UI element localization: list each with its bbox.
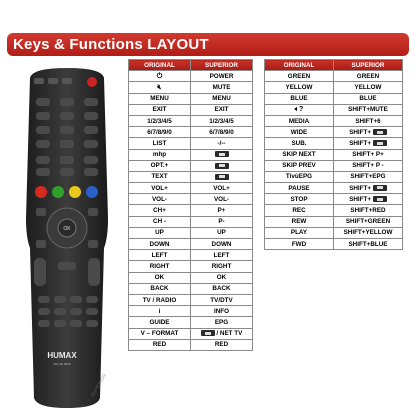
table-cell: SHIFT+BLUE bbox=[334, 239, 403, 250]
table-row bbox=[265, 71, 403, 82]
table-cell: MUTE bbox=[191, 82, 253, 93]
table-cell: POWER bbox=[191, 71, 253, 82]
table-cell: DOWN bbox=[191, 239, 253, 250]
remote-brand-logo: HUMAX bbox=[47, 351, 77, 360]
table-cell: SHIFT+YELLOW bbox=[334, 227, 403, 238]
table-cell: BLUE bbox=[265, 93, 334, 104]
table-cell: PAUSE bbox=[265, 183, 334, 194]
table-row bbox=[129, 339, 253, 350]
table-row bbox=[129, 104, 253, 115]
table-row bbox=[129, 171, 253, 182]
table-row bbox=[129, 227, 253, 238]
table-cell: TV/DTV bbox=[191, 294, 253, 305]
table-row bbox=[129, 138, 253, 149]
table-row bbox=[265, 149, 403, 160]
table-row bbox=[129, 205, 253, 216]
table-cell: MENU bbox=[129, 93, 191, 104]
table-row bbox=[265, 183, 403, 194]
tv-button-icon bbox=[201, 330, 215, 336]
table-cell: TEXT bbox=[129, 171, 191, 182]
table-cell: TivùEPG bbox=[265, 171, 334, 182]
mute-icon: 🔇︎ bbox=[157, 83, 162, 91]
table-cell: VOL- bbox=[129, 194, 191, 205]
table-cell: P- bbox=[191, 216, 253, 227]
remote-control-image bbox=[22, 68, 112, 408]
power-button-icon bbox=[87, 77, 97, 87]
table-cell: UP bbox=[129, 227, 191, 238]
blue-button-icon bbox=[86, 186, 98, 198]
table-row bbox=[265, 138, 403, 149]
table-cell: VOL+ bbox=[191, 183, 253, 194]
table-row bbox=[129, 194, 253, 205]
table-cell: EXIT bbox=[129, 104, 191, 115]
table-row bbox=[129, 183, 253, 194]
table-cell: LEFT bbox=[191, 250, 253, 261]
table-cell: 6/7/8/9/0 bbox=[129, 127, 191, 138]
table-row bbox=[265, 171, 403, 182]
table-cell: SHIFT+EPG bbox=[334, 171, 403, 182]
ch-rocker-icon bbox=[88, 258, 100, 286]
table-cell: LEFT bbox=[129, 250, 191, 261]
table-cell: 6/7/8/9/0 bbox=[191, 127, 253, 138]
page-title: Keys & Functions LAYOUT bbox=[7, 33, 409, 56]
ok-button-text: OK bbox=[63, 226, 71, 232]
table-cell: WIDE bbox=[265, 127, 334, 138]
table-cell: EPG bbox=[191, 317, 253, 328]
table-row bbox=[129, 250, 253, 261]
table-row bbox=[265, 127, 403, 138]
table-cell: CH - bbox=[129, 216, 191, 227]
table-row bbox=[265, 239, 403, 250]
table-cell: YELLOW bbox=[265, 82, 334, 93]
table-cell: P+ bbox=[191, 205, 253, 216]
table-cell: UP bbox=[191, 227, 253, 238]
table-cell: MENU bbox=[191, 93, 253, 104]
table-row bbox=[129, 306, 253, 317]
table-row bbox=[129, 216, 253, 227]
table-cell: SKIP NEXT bbox=[265, 149, 334, 160]
table-cell: EXIT bbox=[191, 104, 253, 115]
table-cell: SUB. bbox=[265, 138, 334, 149]
table-cell: -/-- bbox=[191, 138, 253, 149]
table-cell: RED bbox=[191, 339, 253, 350]
table-cell: GUIDE bbox=[129, 317, 191, 328]
table-cell: OK bbox=[129, 272, 191, 283]
table-row bbox=[129, 239, 253, 250]
tv-button-icon bbox=[215, 151, 229, 157]
table-cell: SHIFT+MUTE bbox=[334, 104, 403, 115]
speaker-question-icon: 🔈︎? bbox=[294, 106, 304, 114]
table-cell: i bbox=[129, 306, 191, 317]
table-row bbox=[129, 82, 253, 93]
table-row bbox=[265, 160, 403, 171]
table-row bbox=[265, 205, 403, 216]
power-icon: ⏻ bbox=[156, 72, 163, 80]
table-row bbox=[129, 149, 253, 160]
tv-button-icon bbox=[215, 163, 229, 169]
table-cell: OPT.+ bbox=[129, 160, 191, 171]
table-row bbox=[129, 93, 253, 104]
table-cell: SHIFT+ bbox=[349, 195, 372, 203]
table-cell: SHIFT+ bbox=[349, 128, 372, 136]
superior-watermark: SUPERIOR bbox=[90, 372, 109, 399]
table-cell: RED bbox=[129, 339, 191, 350]
table-row bbox=[129, 160, 253, 171]
table-cell: 1/2/3/4/5 bbox=[191, 115, 253, 126]
table-cell: SHIFT+6 bbox=[334, 115, 403, 126]
table-cell: SHIFT+GREEN bbox=[334, 216, 403, 227]
table-row bbox=[129, 317, 253, 328]
table-row bbox=[129, 294, 253, 305]
table-cell: GREEN bbox=[334, 71, 403, 82]
table-cell: BACK bbox=[129, 283, 191, 294]
table-row bbox=[265, 227, 403, 238]
table-cell: PLAY bbox=[265, 227, 334, 238]
table-cell: FWD bbox=[265, 239, 334, 250]
table-row bbox=[129, 127, 253, 138]
table-cell: SHIFT+ P - bbox=[334, 160, 403, 171]
table-row bbox=[129, 328, 253, 339]
column-header-original: ORIGINAL bbox=[129, 60, 191, 71]
column-header-superior: SUPERIOR bbox=[334, 60, 403, 71]
table-cell: SHIFT+RED bbox=[334, 205, 403, 216]
table-row bbox=[265, 216, 403, 227]
table-cell: MEDIA bbox=[265, 115, 334, 126]
table-cell: REW bbox=[265, 216, 334, 227]
column-header-superior: SUPERIOR bbox=[191, 60, 253, 71]
stop-button-icon bbox=[373, 196, 387, 202]
key-mapping-table-right bbox=[264, 59, 403, 250]
table-cell: mhp bbox=[129, 149, 191, 160]
table-cell: LIST bbox=[129, 138, 191, 149]
table-row bbox=[129, 71, 253, 82]
table-cell: BLUE bbox=[334, 93, 403, 104]
table-row bbox=[265, 104, 403, 115]
table-cell: SHIFT+ P+ bbox=[334, 149, 403, 160]
tv-button-icon bbox=[373, 140, 387, 146]
table-cell: STOP bbox=[265, 194, 334, 205]
column-header-original: ORIGINAL bbox=[265, 60, 334, 71]
table-cell: REC bbox=[265, 205, 334, 216]
table-cell: SKIP PREV bbox=[265, 160, 334, 171]
table-row bbox=[265, 82, 403, 93]
table-cell: V – FORMAT bbox=[129, 328, 191, 339]
table-cell: TV / RADIO bbox=[129, 294, 191, 305]
table-cell: VOL+ bbox=[129, 183, 191, 194]
table-cell: GREEN bbox=[265, 71, 334, 82]
key-mapping-table-left bbox=[128, 59, 253, 351]
tv-button-icon bbox=[373, 129, 387, 135]
red-button-icon bbox=[35, 186, 47, 198]
table-row bbox=[129, 261, 253, 272]
table-cell: 1/2/3/4/5 bbox=[129, 115, 191, 126]
pause-button-icon bbox=[373, 185, 387, 191]
table-row bbox=[129, 283, 253, 294]
table-row bbox=[265, 194, 403, 205]
tv-button-icon bbox=[215, 174, 229, 180]
table-cell: OK bbox=[191, 272, 253, 283]
table-cell: CH+ bbox=[129, 205, 191, 216]
table-row bbox=[265, 93, 403, 104]
green-button-icon bbox=[52, 186, 64, 198]
table-row bbox=[129, 115, 253, 126]
table-row bbox=[265, 115, 403, 126]
table-row bbox=[129, 272, 253, 283]
table-cell: RIGHT bbox=[191, 261, 253, 272]
table-cell: INFO bbox=[191, 306, 253, 317]
table-cell: / NET TV bbox=[216, 330, 243, 338]
vol-rocker-icon bbox=[34, 258, 46, 286]
remote-model-label: PR-HD 3000 bbox=[53, 362, 71, 366]
table-cell: VOL- bbox=[191, 194, 253, 205]
table-cell: BACK bbox=[191, 283, 253, 294]
table-cell: DOWN bbox=[129, 239, 191, 250]
table-cell: YELLOW bbox=[334, 82, 403, 93]
table-cell: RIGHT bbox=[129, 261, 191, 272]
table-cell: SHIFT+ bbox=[349, 184, 372, 192]
yellow-button-icon bbox=[69, 186, 81, 198]
table-cell: SHIFT+ bbox=[349, 139, 372, 147]
